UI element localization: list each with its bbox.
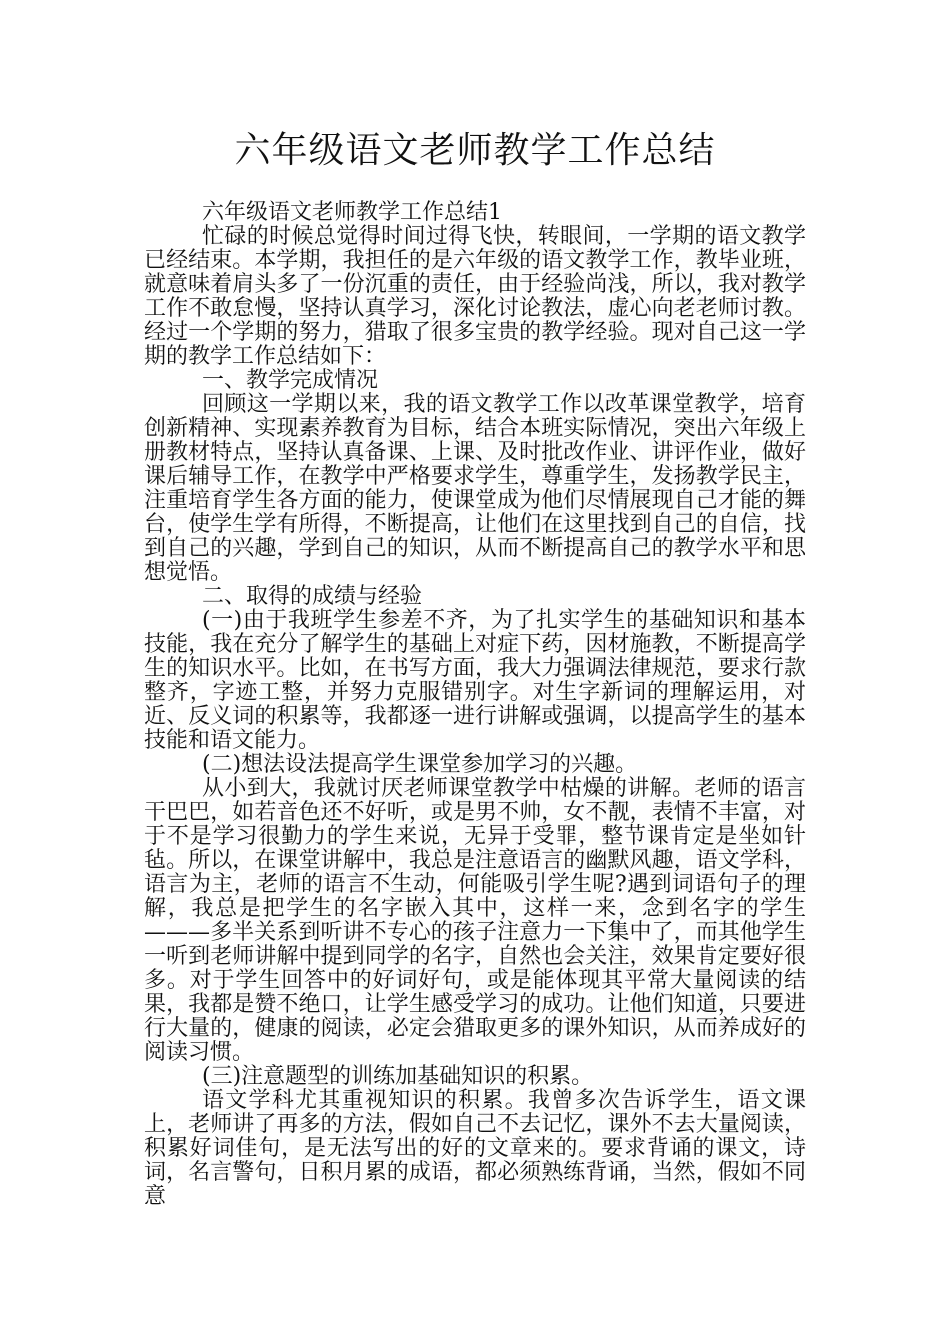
- paragraph: 语文学科尤其重视知识的积累。我曾多次告诉学生，语文课上，老师讲了再多的方法，假如自己不去记忆，课外不去大量阅读，积累好词佳句，是无法写出的好的文章来的。要求背诵的课文，诗词，名言警句，日积月累的成语，都必须熟练背诵，当然，假如不同意: [144, 1088, 806, 1209]
- paragraph: 忙碌的时候总觉得时间过得飞快，转眼间，一学期的语文教学已经结束。本学期，我担任的是六年级的语文教学工作，教毕业班，就意味着肩头多了一份沉重的责任，由于经验尚浅，所以，我对教学工作不敢怠慢，坚持认真学习，深化讨论教法，虚心向老老师讨教。经过一个学期的努力，猎取了很多宝贵的教学经验。现对自己这一学期的教学工作总结如下：: [144, 224, 806, 369]
- paragraph: 回顾这一学期以来，我的语文教学工作以改革课堂教学，培育创新精神、实现素养教育为目标，结合本班实际情况，突出六年级上册教材特点，坚持认真备课、上课、及时批改作业、讲评作业，做好课后辅导工作，在教学中严格要求学生，尊重学生，发扬教学民主，注重培育学生各方面的能力，使课堂成为他们尽情展现自己才能的舞台，使学生学有所得，不断提高，让他们在这里找到自己的自信，找到自己的兴趣，学到自己的知识，从而不断提高自己的教学水平和思想觉悟。: [144, 392, 806, 585]
- section-heading: 一、教学完成情况: [202, 368, 379, 393]
- document-body: [144, 201, 806, 1209]
- document-title: 六年级语文老师教学工作总结: [234, 130, 716, 171]
- subsection-heading: (二)想法设法提高学生课堂参加学习的兴趣。: [202, 752, 638, 777]
- subsection-heading: (三)注意题型的训练加基础知识的积累。: [202, 1064, 594, 1089]
- section-heading: 六年级语文老师教学工作总结1: [202, 200, 502, 225]
- section-heading: 二、取得的成绩与经验: [202, 584, 423, 609]
- paragraph: 从小到大，我就讨厌老师课堂教学中枯燥的讲解。老师的语言干巴巴，如若音色还不好听，或是男不帅，女不靓，表情不丰富，对于不是学习很勤力的学生来说，无异于受罪，整节课肯定是坐如针毡。所以，在课堂讲解中，我总是注意语言的幽默风趣，语文学科，语言为主，老师的语言不生动，何能吸引学生呢?遇到词语句子的理解，我总是把学生的名字嵌入其中，这样一来，念到名字的学生———多半关系到听讲不专心的孩子注意力一下集中了，而其他学生一听到老师讲解中提到同学的名字，自然也会关注，效果肯定要好很多。对于学生回答中的好词好句，或是能体现其平常大量阅读的结果，我都是赞不绝口，让学生感受学习的成功。让他们知道，只要进行大量的，健康的阅读，必定会猎取更多的课外知识，从而养成好的阅读习惯。: [144, 776, 806, 1065]
- paragraph: (一)由于我班学生参差不齐，为了扎实学生的基础知识和基本技能，我在充分了解学生的基础上对症下药，因材施教，不断提高学生的知识水平。比如，在书写方面，我大力强调法律规范，要求行款整齐，字迹工整，并努力克服错别字。对生字新词的理解运用，对近、反义词的积累等，我都逐一进行讲解或强调，以提高学生的基本技能和语文能力。: [144, 608, 806, 753]
